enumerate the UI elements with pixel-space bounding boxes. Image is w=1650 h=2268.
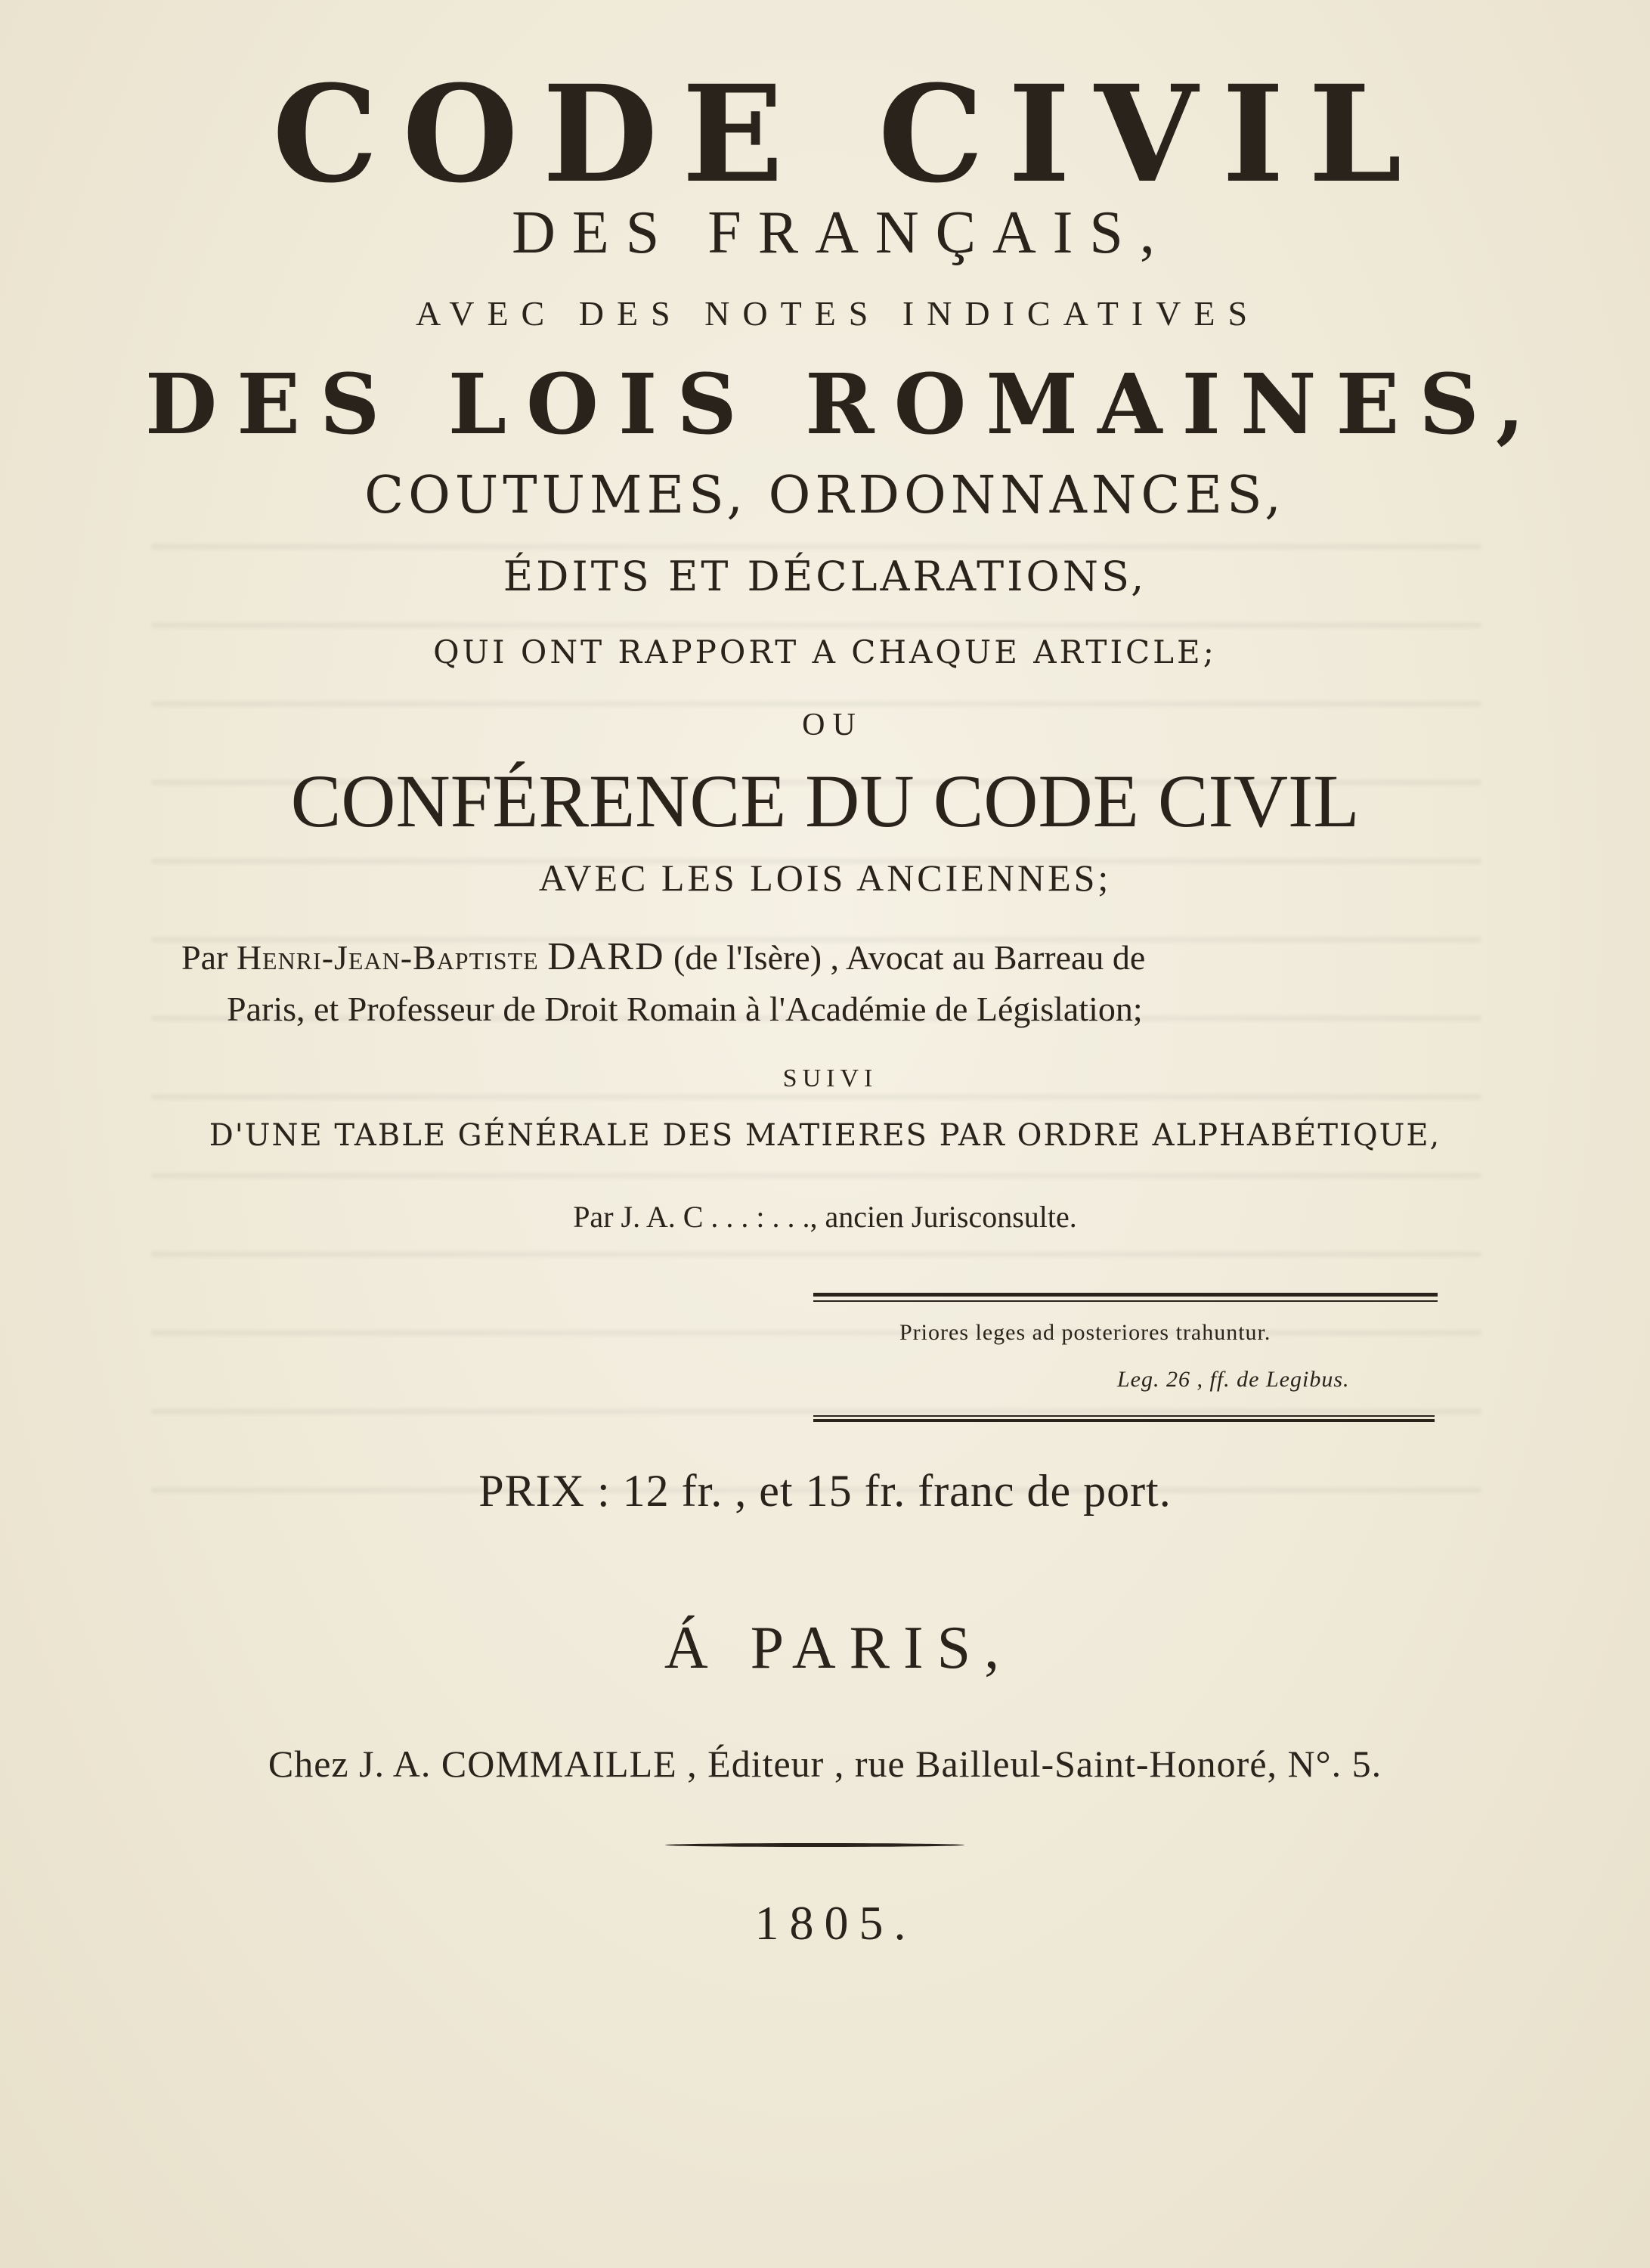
main-title: CODE CIVIL bbox=[272, 56, 1426, 212]
imprint-year: 1805. bbox=[754, 1896, 917, 1950]
author-origin: (de l'Isère) , Avocat au Barreau de bbox=[673, 938, 1146, 977]
compiler-line: Par J. A. C . . . : . . ., ancien Jurisconsulte. bbox=[573, 1200, 1077, 1234]
alt-title: CONFÉRENCE DU CODE CIVIL bbox=[290, 759, 1360, 843]
imprint-publisher: Chez J. A. COMMAILLE , Éditeur , rue Bailleul-Saint-Honoré, N°. 5. bbox=[268, 1743, 1382, 1785]
imprint-rule bbox=[665, 1843, 964, 1847]
imprint-city: Á PARIS, bbox=[664, 1615, 1014, 1681]
subtitle-lois-romaines: DES LOIS ROMAINES, bbox=[144, 355, 1545, 453]
subtitle-avec-notes: AVEC DES NOTES INDICATIVES bbox=[415, 294, 1261, 333]
subtitle-des-francais: DES FRANÇAIS, bbox=[512, 200, 1172, 266]
epigraph-rule-bottom bbox=[813, 1419, 1435, 1422]
epigraph-source: Leg. 26 , ff. de Legibus. bbox=[1117, 1367, 1350, 1392]
alt-subtitle: AVEC LES LOIS ANCIENNES; bbox=[538, 857, 1112, 899]
price-line: PRIX : 12 fr. , et 15 fr. franc de port. bbox=[478, 1466, 1172, 1516]
author-surname: DARD bbox=[547, 935, 665, 978]
epigraph-rule-top-thin bbox=[813, 1300, 1438, 1302]
epigraph-quote: Priores leges ad posteriores trahuntur. bbox=[899, 1320, 1271, 1345]
author-line bbox=[181, 937, 1145, 977]
table-generale: D'UNE TABLE GÉNÉRALE DES MATIERES PAR ORDRE ALPHABÉTIQUE, bbox=[209, 1118, 1441, 1153]
subtitle-qui-ont: QUI ONT RAPPORT A CHAQUE ARTICLE; bbox=[433, 634, 1217, 671]
epigraph-rule-top bbox=[813, 1293, 1438, 1297]
subtitle-edits: ÉDITS ET DÉCLARATIONS, bbox=[503, 553, 1147, 600]
author-prefix: Par bbox=[181, 938, 228, 977]
author-line-2: Paris, et Professeur de Droit Romain à l'Académie de Législation; bbox=[227, 990, 1143, 1028]
subtitle-coutumes: COUTUMES, ORDONNANCES, bbox=[364, 466, 1286, 525]
author-given-names: Henri-Jean-Baptiste bbox=[236, 938, 539, 977]
suivi-label: SUIVI bbox=[782, 1064, 878, 1092]
epigraph-rule-bottom-thin bbox=[813, 1415, 1435, 1417]
conjunction-ou: OU bbox=[802, 708, 863, 742]
